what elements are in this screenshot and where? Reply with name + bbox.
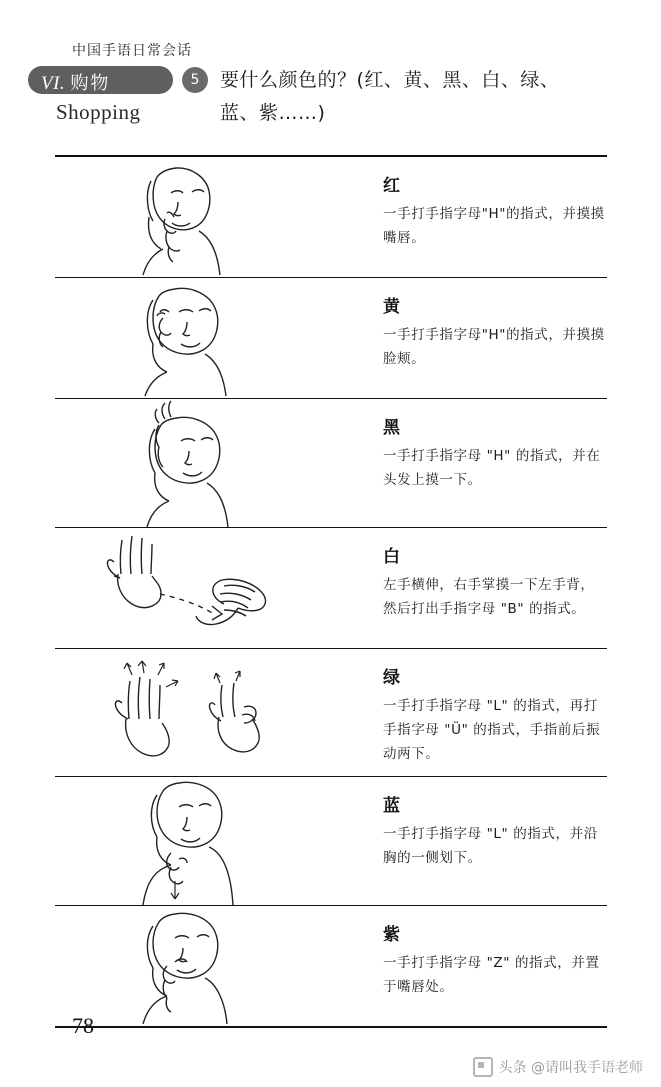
illustration-two-hands-L-and-U — [72, 653, 287, 773]
figure-cell — [55, 528, 303, 648]
illustration-hand-to-cheek — [79, 278, 279, 398]
entry-description: 左手横伸，右手掌摸一下左手背，然后打出手指字母 "B" 的指式。 — [383, 577, 595, 617]
figure-cell — [55, 649, 303, 776]
table-row — [55, 649, 607, 776]
illustration-hand-at-mouth — [79, 906, 279, 1026]
table-row — [55, 399, 607, 527]
section-cn: 购物 — [70, 73, 111, 94]
text-cell — [303, 528, 607, 648]
entry-description: 一手打手指字母 "L" 的指式，再打手指字母 "Ü" 的指式，手指前后振动两下。 — [383, 698, 601, 762]
section-title-block — [28, 66, 628, 138]
entry-term: 红 — [383, 176, 401, 196]
figure-cell — [55, 157, 303, 277]
page-number: 78 — [72, 1013, 94, 1038]
illustration-hand-down-chest — [79, 777, 279, 905]
illustration-two-hands-back-stroke — [74, 528, 284, 648]
illustration-hand-to-lips — [79, 157, 279, 277]
text-cell — [303, 777, 607, 905]
table-bottom-rule — [55, 1026, 607, 1028]
watermark-text: 头条 @请叫我手语老师 — [498, 1060, 643, 1076]
text-cell — [303, 278, 607, 398]
figure-cell — [55, 278, 303, 398]
entry-term: 黄 — [383, 297, 401, 317]
entry-description: 一手打手指字母"H"的指式，并摸摸嘴唇。 — [383, 206, 605, 246]
table-row — [55, 157, 607, 277]
headline-line-1: 要什么颜色的？(红、黄、黑、白、绿、 — [220, 69, 560, 91]
illustration-hand-to-hair — [79, 399, 279, 527]
table-row — [55, 528, 607, 648]
figure-cell — [55, 777, 303, 905]
toutiao-logo-icon — [473, 1057, 493, 1077]
entry-term: 蓝 — [383, 796, 401, 816]
figure-cell — [55, 906, 303, 1026]
entry-description: 一手打手指字母 "H" 的指式，并在头发上摸一下。 — [383, 448, 601, 488]
entries-table — [55, 155, 607, 1028]
entry-term: 白 — [383, 547, 401, 567]
text-cell — [303, 157, 607, 277]
text-cell — [303, 906, 607, 1026]
table-row — [55, 278, 607, 398]
table-row — [55, 906, 607, 1026]
entry-description: 一手打手指字母"H"的指式，并摸摸脸颊。 — [383, 327, 605, 367]
entry-term: 黑 — [383, 418, 401, 438]
entry-term: 绿 — [383, 668, 401, 688]
section-headline — [220, 64, 630, 130]
entry-term: 紫 — [383, 925, 401, 945]
text-cell — [303, 399, 607, 527]
section-english: Shopping — [56, 100, 141, 124]
entry-description: 一手打手指字母 "L" 的指式，并沿胸的一侧划下。 — [383, 826, 598, 866]
text-cell — [303, 649, 607, 776]
running-head: 中国手语日常会话 — [72, 43, 192, 59]
figure-cell — [55, 399, 303, 527]
section-roman: VI. — [41, 73, 66, 94]
section-tag-text — [41, 69, 110, 95]
watermark — [473, 1057, 643, 1077]
item-number-badge: 5 — [182, 67, 208, 93]
headline-line-2: 蓝、紫……) — [220, 102, 326, 124]
table-row — [55, 777, 607, 905]
entry-description: 一手打手指字母 "Z" 的指式，并置于嘴唇处。 — [383, 955, 600, 995]
